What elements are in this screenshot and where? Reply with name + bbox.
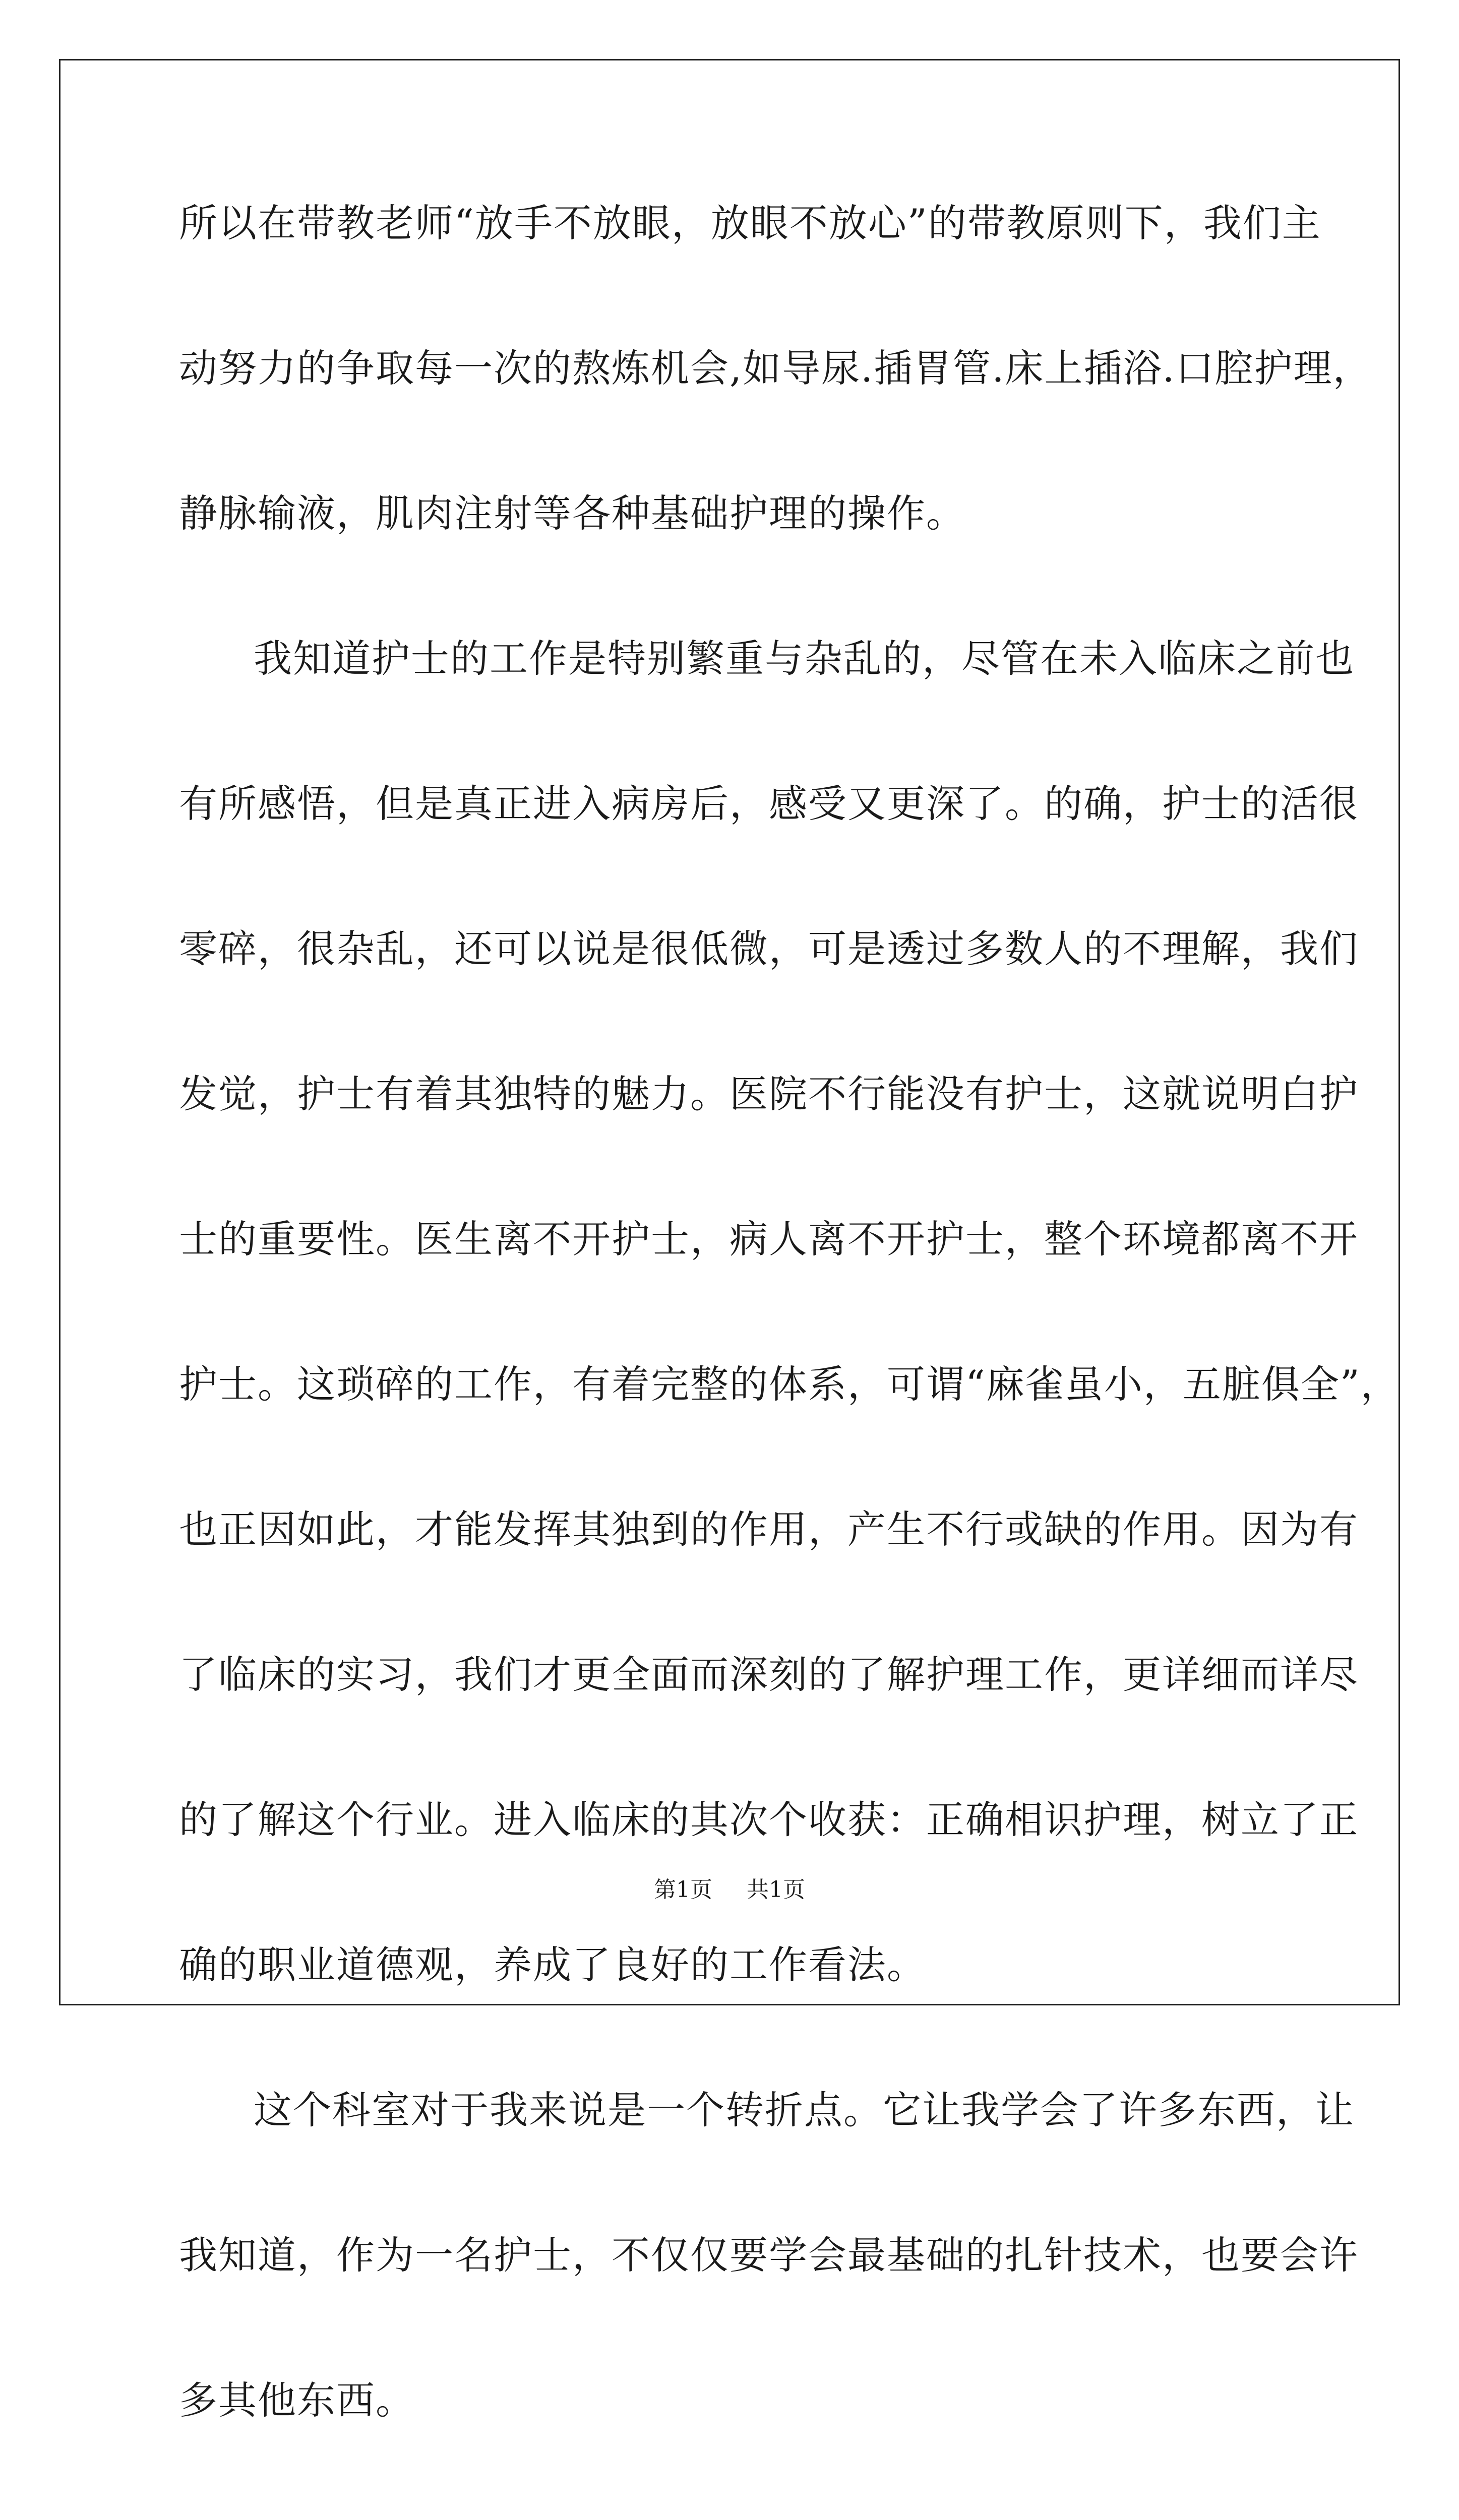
text-line: 多其他东西。: [179, 2378, 415, 2423]
text-line: 所以在带教老师“放手不放眼，放眼不放心”的带教原则下，我们主: [179, 201, 1321, 245]
document-body: [179, 191, 1400, 2520]
paragraph-start-line: 这个科室对于我来说是一个转折点。它让我学会了许多东西，让: [254, 2088, 1355, 2132]
text-line: 动努力的争取每一次的熬炼机会,如导尿.插胃管.床上插浴.口腔护理，: [179, 346, 1372, 391]
text-line: 静脉输液，肌肉注射等各种基础护理的操作。: [179, 491, 965, 536]
text-line: 我知道，作为一名护士，不仅仅要学会最基础的扎针技术，也要会许: [179, 2233, 1359, 2278]
text-line: 零碎，很杂乱，还可以说是很低微，可是透过多数人的不理解，我们: [179, 926, 1359, 971]
text-line: 士的重要性。医生离不开护士，病人离不开护士，整个环境都离不开: [179, 1217, 1359, 1262]
text-line: 有所感悟，但是真正进入病房后，感受又更深了。的确，护士的活很: [179, 781, 1359, 826]
text-line: 的了解这个行业。进入临床的其次个收获：正确相识护理，树立了正: [179, 1797, 1359, 1842]
page-number-current: 第1页: [654, 1877, 712, 1903]
page-footer: [0, 1875, 1459, 1905]
page-number-total: 共1页: [747, 1877, 805, 1903]
text-line: 了临床的实习，我们才更全面而深刻的了解护理工作，更详细而详尽: [179, 1652, 1359, 1697]
text-line: 确的职业道德观，养成了良好的工作看法。: [179, 1942, 926, 1987]
paragraph-start-line: [179, 2513, 1318, 2520]
text-line: 发觉，护士有着其独特的魅力。医院不行能没有护士，这就说明白护: [179, 1072, 1359, 1116]
paragraph-start-line: 我知道护士的工作是特别繁重与杂乱的，尽管在未入临床之前也: [254, 636, 1355, 681]
text-line: 也正因如此，才能发挥其独到的作用，产生不行或缺的作用。因为有: [179, 1507, 1359, 1552]
text-line: 护士。这琐碎的工作，有着完整的体系，可谓“麻雀虽小，五脏俱全”，: [179, 1362, 1400, 1407]
